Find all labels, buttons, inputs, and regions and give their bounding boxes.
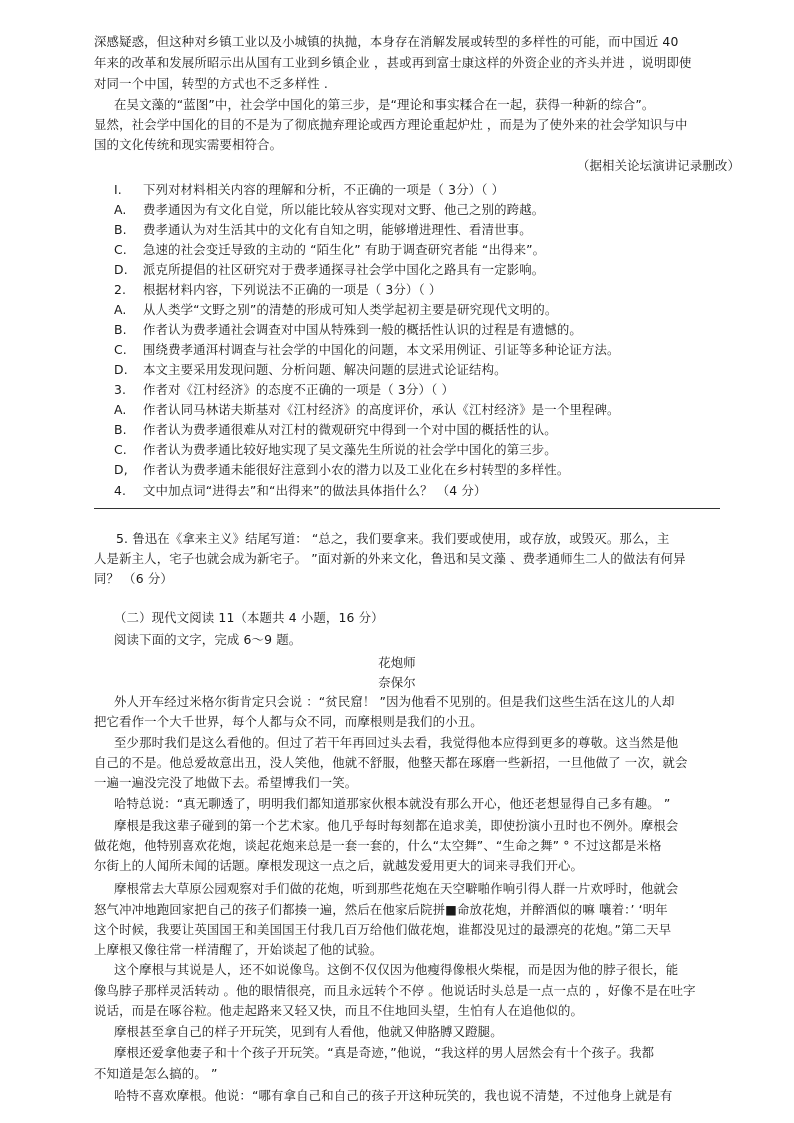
story-line: 上摩根又像往常一样清醒了，开始谈起了他的试验。 <box>94 942 383 957</box>
option-text: 急速的社会变迁导致的主动的 “陌生化” 有助于调查研究者能 “出得来”。 <box>143 242 546 257</box>
question-text: 下列对材料相关内容的理解和分析，不正确的一项是（ 3分）（ ） <box>143 182 505 197</box>
story-line: 尔街上的人闻所未闻的话题。摩根发现这一点之后，就越发爱用更大的词来寻我们开心。 <box>94 858 584 873</box>
option-mark: C. <box>114 442 127 457</box>
story-line: 摩根还爱拿他妻子和十个孩子开玩笑。“真是奇迹，”他说，“我这样的男人居然会有十个孩子。我都 <box>114 1045 655 1060</box>
question-mark: I. <box>114 182 122 197</box>
option-mark: B. <box>114 322 127 337</box>
story-line: 外人开车经过米格尔街肯定只会说 ：“贫民窟！ ”因为他看不见别的。但是我们这些生活在这儿的人却 <box>114 694 675 709</box>
passage-line: 显然，社会学中国化的目的不是为了彻底抛弃理论或西方理论重起炉灶 ，而是为了使外来的社会学知识与中 <box>94 117 688 132</box>
passage-line: 在吴文藻的“蓝图”中，社会学中国化的第三步，是“理论和事实糅合在一起，获得一种新的综合”。 <box>114 97 655 112</box>
option-mark: D, <box>114 462 128 477</box>
story-line: 哈特总说：“真无聊透了，明明我们都知道那家伙根本就没有那么开心，他还老想显得自己多有趣。 ” <box>114 796 671 811</box>
story-line: 至少那时我们是这么看他的。但过了若干年再回过头去看，我觉得他本应得到更多的尊敬。这当然是他 <box>114 735 679 750</box>
story-line: 不知道是怎么搞的。 ” <box>94 1066 218 1081</box>
option-mark: D. <box>114 362 128 377</box>
option-mark: C. <box>114 242 127 257</box>
story-author: 奈保尔 <box>378 675 416 690</box>
story-line: 做花炮，他特别喜欢花炮，谈起花炮来总是一套一套的，什么“太空舞”、“生命之舞” ° 不过这都是米格 <box>94 838 662 853</box>
option-text: 作者认为费孝通比较好地实现了吴文藻先生所说的社会学中国化的第三步。 <box>143 442 557 457</box>
story-line: 这个摩根与其说是人，还不如说像鸟。这倒不仅仅因为他瘦得像根火柴棍，而是因为他的脖子很长，能 <box>114 962 679 977</box>
story-line: 摩根常去大草原公园观察对手们做的花炮，听到那些花炮在天空噼啪作响引得人群一片欢呼时，他就会 <box>114 881 679 896</box>
question-text: 文中加点词“进得去”和“出得来”的做法具体指什么？ （4 分） <box>143 483 487 498</box>
option-text: 作者认同马林诺夫斯基对《江村经济》的高度评价，承认《江村经济》是一个里程碑。 <box>143 402 620 417</box>
question-text: 根据材料内容，下列说法不正确的一项是（ 3分）（ ） <box>143 282 442 297</box>
option-text: 派克所提倡的社区研究对于费孝通探寻社会学中国化之路具有一定影响。 <box>143 262 545 277</box>
story-line: 说话，而是在啄谷粒。他走起路来又轻又快，而且不住地回头望，生怕有人在追他似的。 <box>94 1003 584 1018</box>
question-mark: 3. <box>114 382 127 397</box>
option-mark: B. <box>114 222 127 237</box>
option-text: 本文主要采用发现问题、分析问题、解决问题的层进式论证结构。 <box>143 362 507 377</box>
option-text: 作者认为费孝通社会调查对中国从特殊到一般的概括性认识的过程是有遗憾的。 <box>143 322 582 337</box>
story-line: 摩根甚至拿自己的样子开玩笑，见到有人看他，他就又伸胳膊又蹬腿。 <box>114 1024 503 1039</box>
option-text: 从人类学“文野之别”的清楚的形成可知人类学起初主要是研究现代文明的。 <box>143 302 558 317</box>
question-5-line: 同？ （6 分） <box>94 571 173 586</box>
option-text: 费孝通因为有文化自觉，所以能比较从容实现对文野、他己之别的跨越。 <box>143 202 545 217</box>
story-line: 把它看作一个大千世界，每个人都与众不同，而摩根则是我们的小丑。 <box>94 714 483 729</box>
story-line: 摩根是我这辈子碰到的第一个艺术家。他几乎每时每刻都在追求美，即使扮演小丑时也不例外。摩根会 <box>114 818 679 833</box>
passage-line: 深感疑惑，但这种对乡镇工业以及小城镇的执抛，本身存在消解发展或转型的多样性的可能，而中国近 40 <box>94 34 679 49</box>
story-line: 这个时候，我要让英国国王和美国国王付我几百万给他们做花炮，谁都没见过的最漂亮的花炮。”第二天早 <box>94 922 672 937</box>
option-mark: A. <box>114 402 127 417</box>
section-header: （二）现代文阅读 11（本题共 4 小题，16 分） <box>114 610 384 625</box>
option-text: 围绕费孝通洱村调查与社会学的中国化的问题，本文采用例证、引证等多种论证方法。 <box>143 342 620 357</box>
story-line: 哈特不喜欢摩根。他说：“哪有拿自己和自己的孩子开这种玩笑的，我也说不清楚，不过他身上就是有 <box>114 1088 673 1103</box>
option-mark: A. <box>114 302 127 317</box>
option-text: 费孝通认为对生活其中的文化有自知之明，能够增进理性、看清世事。 <box>143 222 532 237</box>
passage-line: 国的文化传统和现实需要相符合。 <box>94 137 283 152</box>
question-text: 作者对《江村经济》的态度不正确的一项是（ 3分）（ ） <box>143 382 454 397</box>
question-mark: 2. <box>114 282 127 297</box>
passage-line: 年来的改革和发展所昭示出从国有工业到乡镇企业 ，甚或再到富士康这样的外资企业的齐头并进 ，说明即使 <box>94 55 692 70</box>
option-text: 作者认为费孝通很难从对江村的微观研究中得到一个对中国的概括性的认。 <box>143 422 557 437</box>
question-5-line: 5. 鲁迅在《拿来主义》结尾写道： “总之，我们要拿来。我们要或使用，或存放，或毁灭。那么，主 <box>116 531 670 546</box>
story-title: 花炮师 <box>378 655 416 670</box>
story-line: 自己的不是。他总爱故意出丑，没人笑他，他就不舒服，他整天都在琢磨一些新招，一旦他做了 一次，就会 <box>94 755 688 770</box>
story-line: 怒气冲冲地跑回家把自己的孩子们都揍一遍，然后在他家后院拼■命放花炮，并醉酒似的嘛 嚷着：’ ‘明年 <box>94 902 668 917</box>
reading-instruction: 阅读下面的文字，完成 6～9 题。 <box>114 632 302 647</box>
option-mark: D. <box>114 262 128 277</box>
source-note: （据相关论坛演讲记录删改） <box>576 158 740 173</box>
story-line: 一遍一遍没完没了地做下去。希望博我们一笑。 <box>94 775 358 790</box>
option-mark: C. <box>114 342 127 357</box>
section-divider <box>94 508 720 509</box>
question-5-line: 人是新主人，宅子也就会成为新宅子。 ”面对新的外来文化，鲁迅和吴文藻 、费孝通师生二人的做法有何异 <box>94 551 686 566</box>
passage-line: 对同一个中国，转型的方式也不乏多样性 . <box>94 76 328 91</box>
story-line: 像鸟脖子那样灵活转动 。他的眼情很亮，而且永远转个不停 。他说话时头总是一点一点的 ，好像不是在吐字 <box>94 983 696 998</box>
option-text: 作者认为费孝通未能很好注意到小农的潜力以及工业化在乡村转型的多样性。 <box>143 462 570 477</box>
option-mark: A. <box>114 202 127 217</box>
question-mark: 4. <box>114 483 127 498</box>
option-mark: B. <box>114 422 127 437</box>
